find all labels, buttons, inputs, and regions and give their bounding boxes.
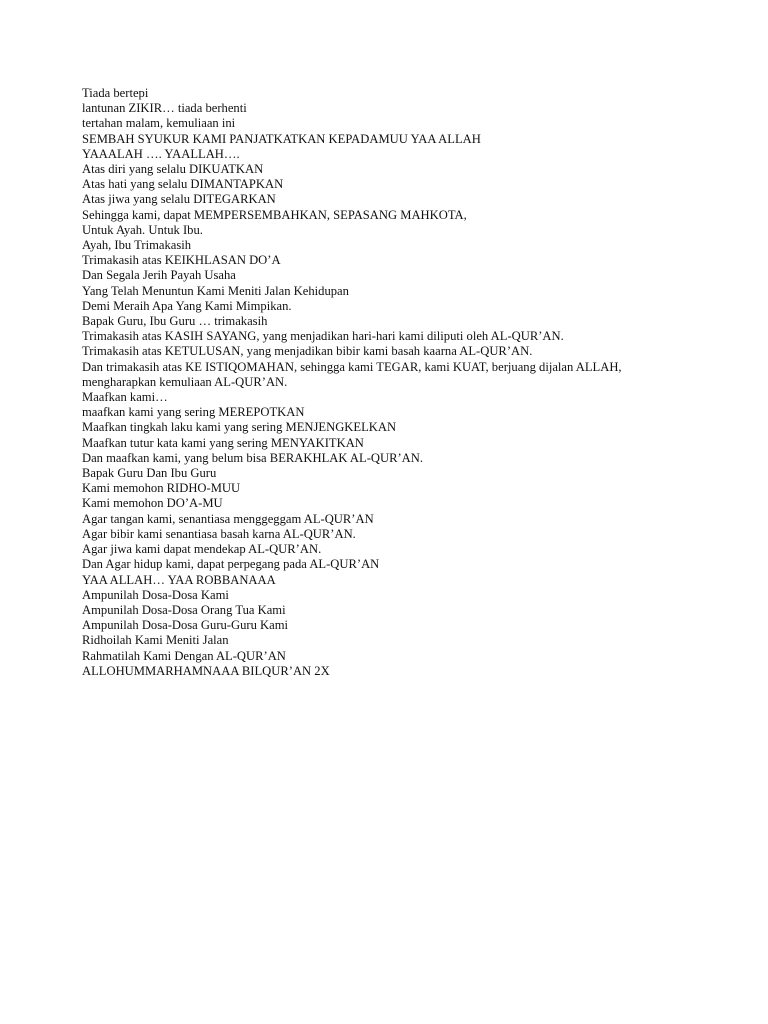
text-line: Agar jiwa kami dapat mendekap AL-QUR’AN.: [82, 542, 322, 557]
text-line: lantunan ZIKIR… tiada berhenti: [82, 101, 247, 116]
text-line: SEMBAH SYUKUR KAMI PANJATKATKAN KEPADAMUU YAA ALLAH: [82, 131, 481, 146]
text-line: maafkan kami yang sering MEREPOTKAN: [82, 405, 305, 420]
text-line: Ridhoilah Kami Meniti Jalan: [82, 633, 229, 648]
text-line: Dan Agar hidup kami, dapat perpegang pada AL-QUR’AN: [82, 557, 380, 572]
text-line: YAA ALLAH… YAA ROBBANAAA: [82, 572, 276, 587]
text-line: Untuk Ayah. Untuk Ibu.: [82, 222, 203, 237]
text-line: Trimakasih atas KETULUSAN, yang menjadikan bibir kami basah kaarna AL-QUR’AN.: [82, 344, 533, 359]
text-line: Bapak Guru Dan Ibu Guru: [82, 466, 217, 481]
text-line: Demi Meraih Apa Yang Kami Mimpikan.: [82, 298, 292, 313]
text-line: Ampunilah Dosa-Dosa Kami: [82, 587, 229, 602]
text-line: Trimakasih atas KASIH SAYANG, yang menjadikan hari-hari kami diliputi oleh AL-QUR’AN.: [82, 329, 564, 344]
text-line: Maafkan kami…: [82, 390, 168, 405]
text-line: Dan trimakasih atas KE ISTIQOMAHAN, sehingga kami TEGAR, kami KUAT, berjuang dijalan ALLAH,: [82, 359, 622, 374]
text-line: YAAALAH …. YAALLAH….: [82, 146, 240, 161]
text-line: tertahan malam, kemuliaan ini: [82, 116, 236, 131]
text-line: mengharapkan kemuliaan AL-QUR’AN.: [82, 374, 288, 389]
text-line: Trimakasih atas KEIKHLASAN DO’A: [82, 253, 281, 268]
text-line: Yang Telah Menuntun Kami Meniti Jalan Kehidupan: [82, 283, 349, 298]
text-line: Atas jiwa yang selalu DITEGARKAN: [82, 192, 276, 207]
text-line: Kami memohon DO’A-MU: [82, 496, 223, 511]
text-line: Ampunilah Dosa-Dosa Guru-Guru Kami: [82, 618, 289, 633]
text-line: Agar bibir kami senantiasa basah karna AL-QUR’AN.: [82, 526, 356, 541]
text-line: Atas hati yang selalu DIMANTAPKAN: [82, 177, 284, 192]
text-line: Maafkan tutur kata kami yang sering MENYAKITKAN: [82, 435, 364, 450]
text-line: Agar tangan kami, senantiasa menggeggam AL-QUR’AN: [82, 511, 374, 526]
text-line: Kami memohon RIDHO-MUU: [82, 481, 241, 496]
text-line: Tiada bertepi: [82, 86, 149, 100]
text-line: Ayah, Ibu Trimakasih: [82, 238, 192, 253]
text-line: Dan Segala Jerih Payah Usaha: [82, 268, 236, 283]
text-line: Rahmatilah Kami Dengan AL-QUR’AN: [82, 648, 286, 663]
poem-text: [82, 86, 722, 679]
text-line: Atas diri yang selalu DIKUATKAN: [82, 162, 264, 177]
text-line: Sehingga kami, dapat MEMPERSEMBAHKAN, SEPASANG MAHKOTA,: [82, 207, 467, 222]
text-line: Ampunilah Dosa-Dosa Orang Tua Kami: [82, 602, 286, 617]
text-line: Dan maafkan kami, yang belum bisa BERAKHLAK AL-QUR’AN.: [82, 450, 424, 465]
text-line: ALLOHUMMARHAMNAAA BILQUR’AN 2X: [82, 663, 330, 678]
text-line: Bapak Guru, Ibu Guru … trimakasih: [82, 314, 268, 329]
text-line: Maafkan tingkah laku kami yang sering MENJENGKELKAN: [82, 420, 397, 435]
